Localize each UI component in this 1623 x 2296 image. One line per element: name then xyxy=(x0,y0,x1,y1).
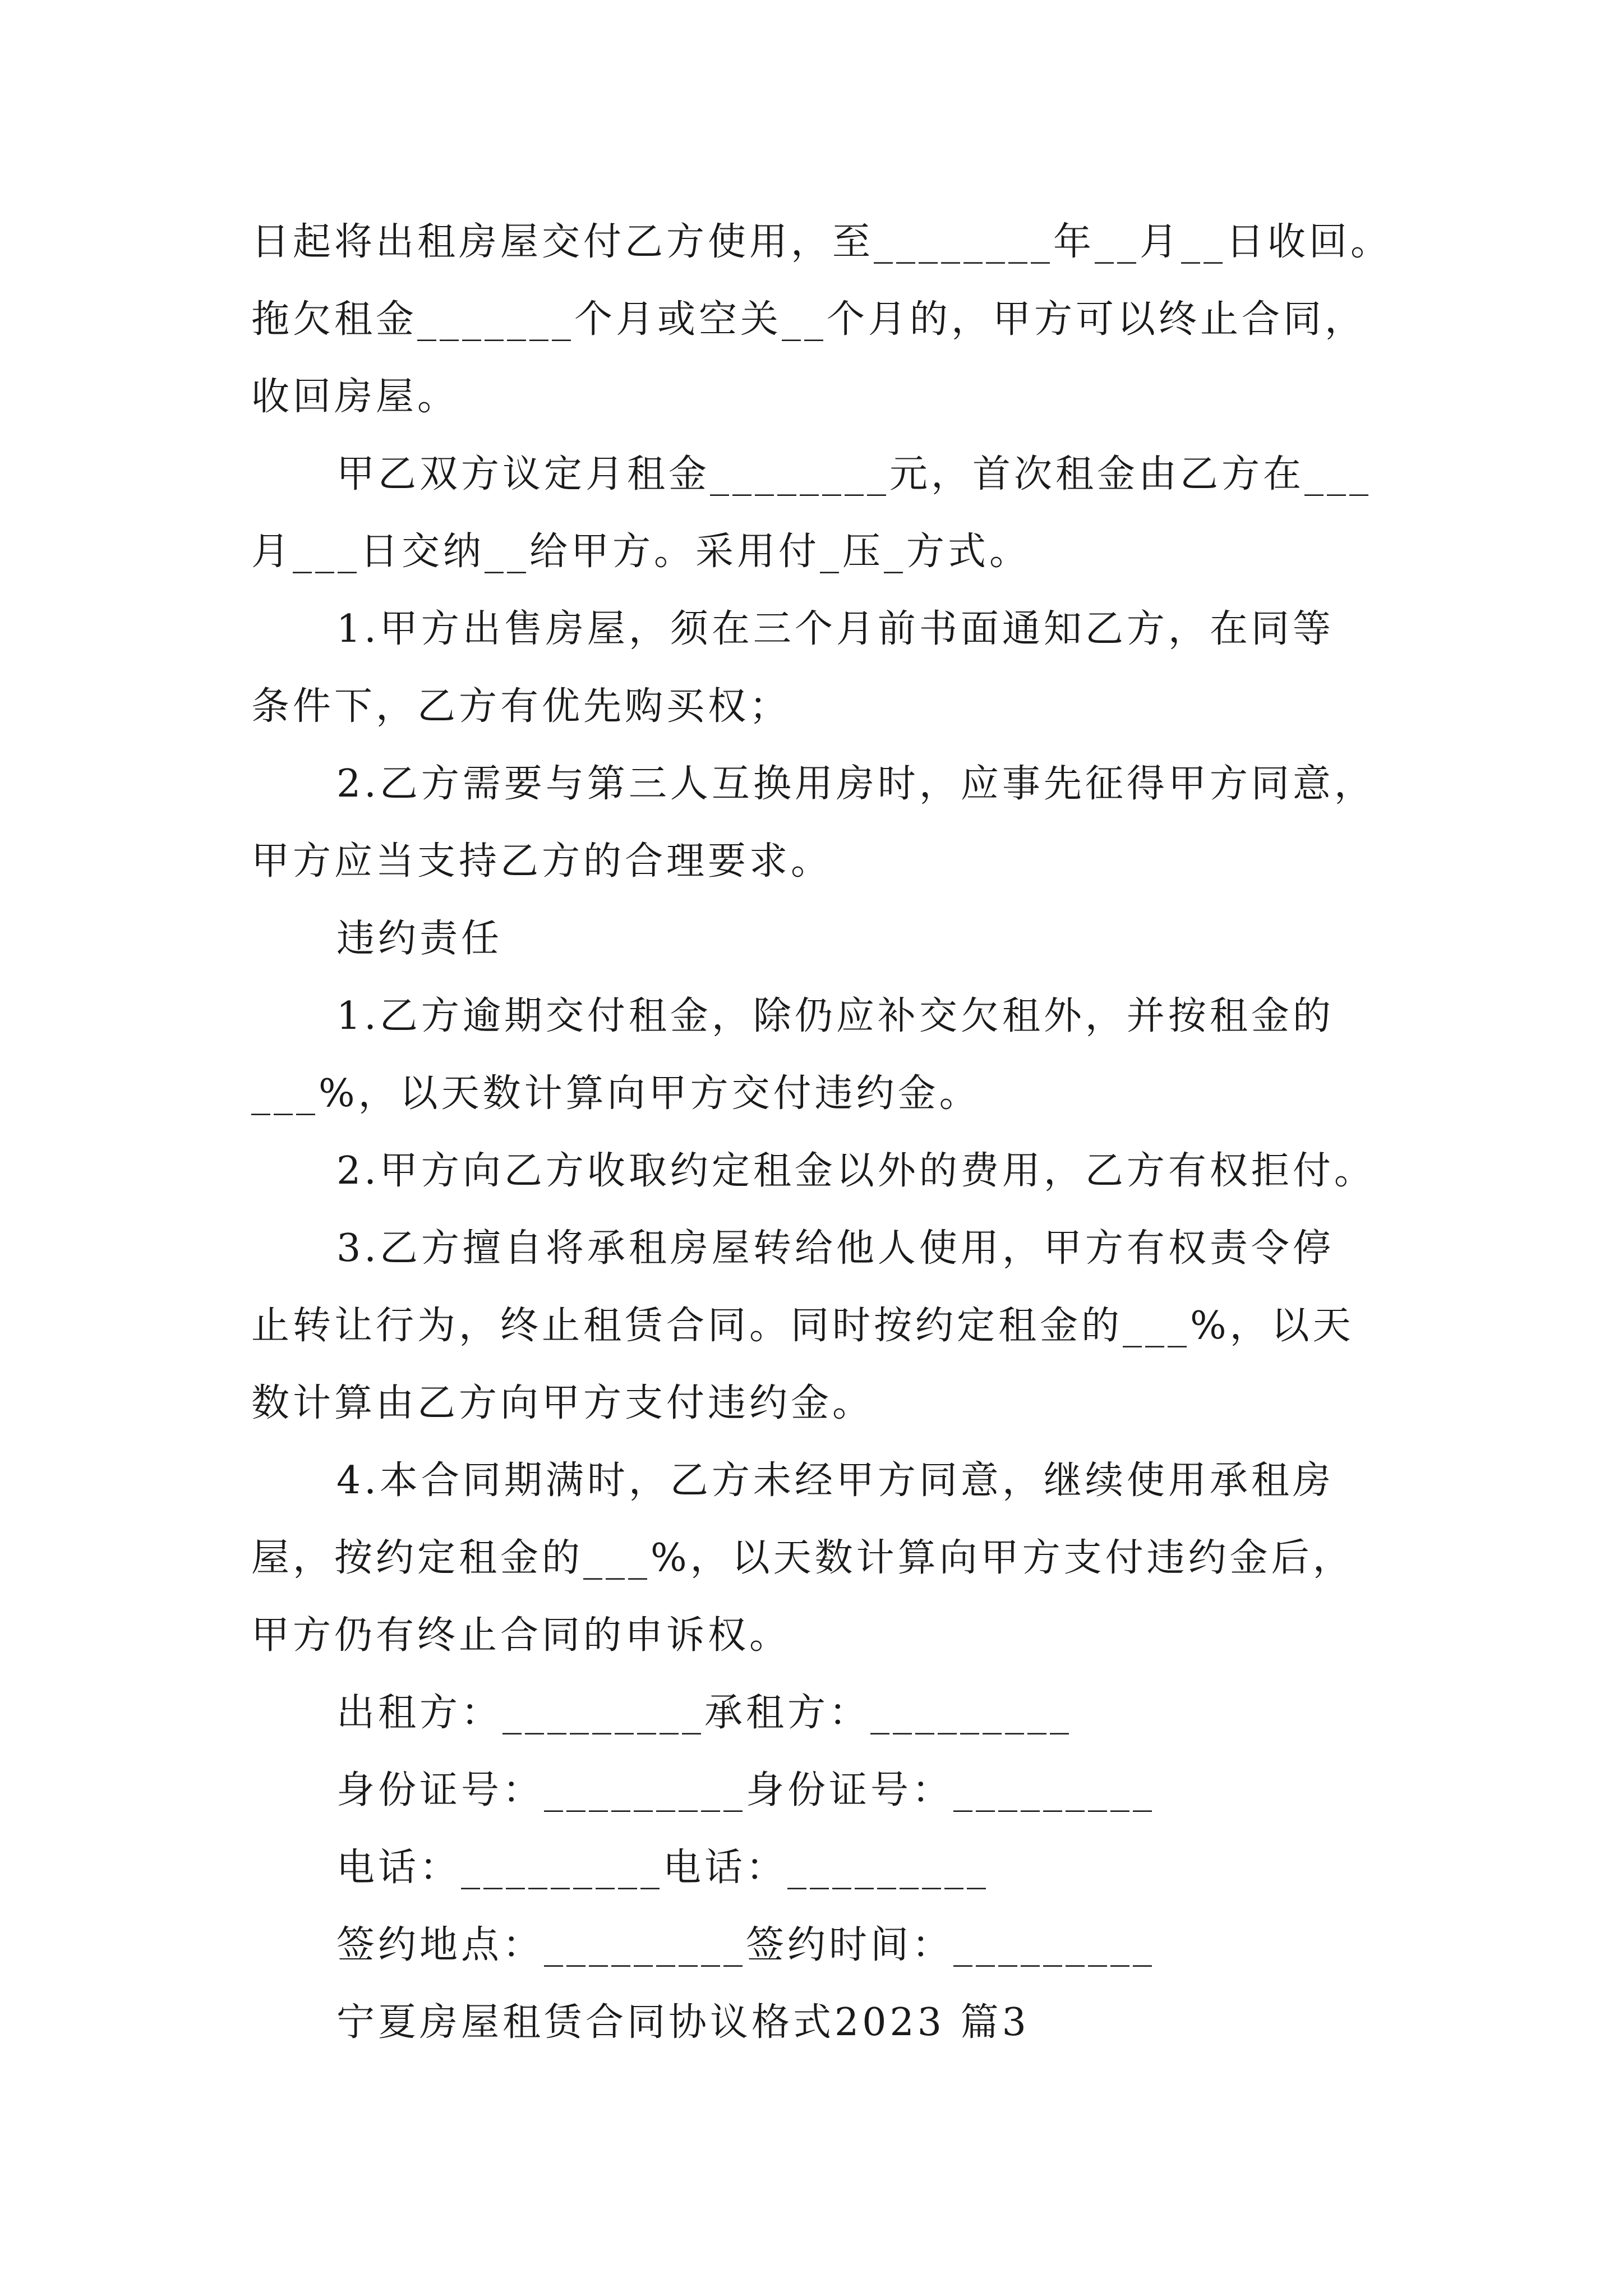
text-line: 收回房屋。 xyxy=(251,375,459,419)
text-line: 4.本合同期满时，乙方未经甲方同意，继续使用承租房 xyxy=(336,1458,1334,1503)
signature-line-party: 出租方：_________承租方：_________ xyxy=(336,1691,1073,1735)
text-line: 甲乙双方议定月租金________元，首次租金由乙方在___ xyxy=(336,452,1372,496)
text-line: 条件下，乙方有优先购买权； xyxy=(251,684,791,729)
text-line: ___%，以天数计算向甲方交付违约金。 xyxy=(251,1071,981,1116)
text-line: 3.乙方擅自将承租房屋转给他人使用，甲方有权责令停 xyxy=(336,1226,1334,1271)
text-line: 月___日交纳__给甲方。采用付_压_方式。 xyxy=(251,530,1031,574)
text-line: 日起将出租房屋交付乙方使用，至________年__月__日收回。 xyxy=(251,220,1393,264)
text-line: 1.乙方逾期交付租金，除仍应补交欠租外，并按租金的 xyxy=(336,994,1334,1038)
signature-line-id: 身份证号：_________身份证号：_________ xyxy=(336,1768,1156,1812)
text-line: 1.甲方出售房屋，须在三个月前书面通知乙方，在同等 xyxy=(336,607,1334,651)
signature-line-phone: 电话：_________电话：_________ xyxy=(336,1846,990,1890)
next-section-title: 宁夏房屋租赁合同协议格式2023 篇3 xyxy=(336,2000,1030,2045)
text-line: 止转让行为，终止租赁合同。同时按约定租金的___%，以天 xyxy=(251,1304,1354,1348)
section-heading: 违约责任 xyxy=(336,917,503,961)
signature-line-place-time: 签约地点：_________签约时间：_________ xyxy=(336,1923,1156,1967)
text-line: 甲方仍有终止合同的申诉权。 xyxy=(251,1613,791,1658)
text-line: 数计算由乙方向甲方支付违约金。 xyxy=(251,1381,874,1425)
text-line: 屋，按约定租金的___%，以天数计算向甲方支付违约金后， xyxy=(251,1536,1354,1580)
text-line: 2.乙方需要与第三人互换用房时，应事先征得甲方同意， xyxy=(336,762,1376,806)
text-line: 2.甲方向乙方收取约定租金以外的费用，乙方有权拒付。 xyxy=(336,1149,1376,1193)
text-line: 甲方应当支持乙方的合理要求。 xyxy=(251,839,833,884)
text-line: 拖欠租金_______个月或空关__个月的，甲方可以终止合同， xyxy=(251,297,1367,342)
